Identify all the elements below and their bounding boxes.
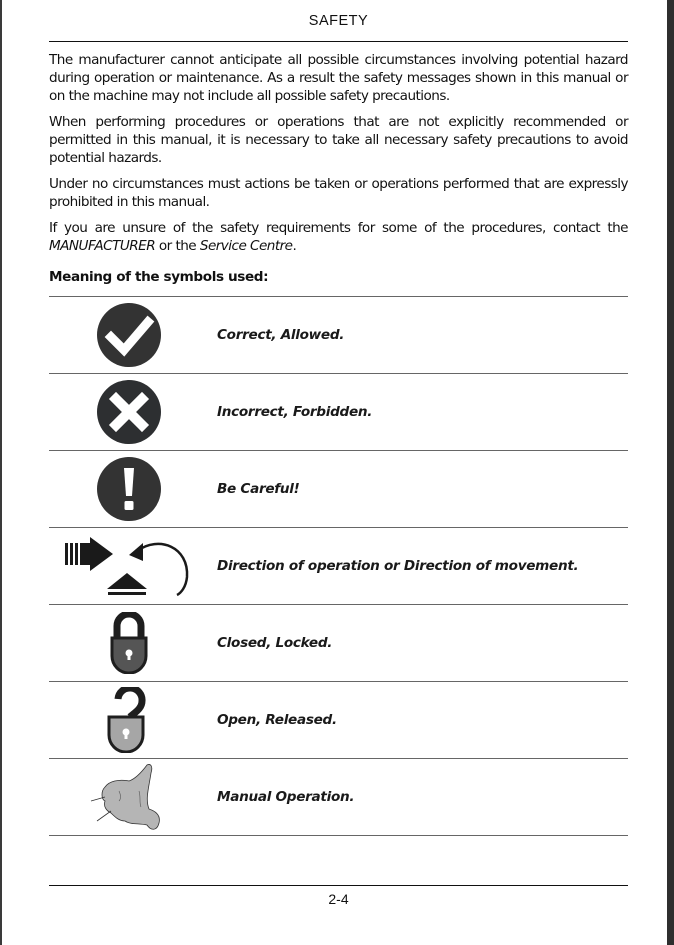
page-number: 2-4 — [328, 891, 349, 907]
symbol-label: Correct, Allowed. — [217, 327, 345, 343]
paragraph-4-after: . — [292, 238, 297, 254]
page-edge-border — [667, 0, 674, 945]
symbols-table — [49, 296, 628, 836]
symbol-row — [49, 681, 628, 758]
symbol-label: Incorrect, Forbidden. — [217, 404, 373, 420]
symbol-row — [49, 527, 628, 604]
symbol-row — [49, 758, 628, 836]
symbol-label: Closed, Locked. — [217, 635, 333, 651]
direction-arrows-icon — [49, 528, 209, 604]
symbols-heading: Meaning of the symbols used: — [49, 269, 269, 285]
service-centre-emphasis: Service Centre — [199, 238, 293, 254]
header-divider — [49, 41, 628, 42]
paragraph-4-middle: or the — [155, 238, 200, 254]
symbol-row — [49, 373, 628, 450]
footer-divider — [49, 885, 628, 886]
symbol-label: Manual Operation. — [217, 789, 355, 805]
symbol-row — [49, 450, 628, 527]
paragraph-3: Under no circumstances must actions be taken or operations performed that are expressly prohibited in this manual. — [49, 176, 628, 210]
padlock-closed-icon — [49, 605, 209, 681]
x-circle-icon — [49, 374, 209, 450]
paragraph-4-before: If you are unsure of the safety requirements for some of the procedures, contact the — [49, 220, 628, 236]
paragraph-1: The manufacturer cannot anticipate all possible circumstances involving potential hazard during operation or maintenance. As a result the safety messages shown in this manual or on the machine may not include all possible safety precautions. — [49, 52, 628, 104]
manufacturer-emphasis: MANUFACTURER — [49, 238, 156, 254]
paragraph-4 — [49, 219, 628, 255]
symbol-label: Be Careful! — [217, 481, 300, 497]
check-circle-icon — [49, 297, 209, 373]
symbol-label: Direction of operation or Direction of movement. — [217, 558, 579, 574]
safety-intro-text — [49, 51, 628, 263]
hand-icon — [49, 759, 209, 835]
symbol-row — [49, 604, 628, 681]
symbol-label: Open, Released. — [217, 712, 337, 728]
exclamation-circle-icon — [49, 451, 209, 527]
padlock-open-icon — [49, 682, 209, 758]
symbol-row — [49, 296, 628, 373]
paragraph-2: When performing procedures or operations that are not explicitly recommended or permitted in this manual, it is necessary to take all necessary safety precautions to avoid potential hazards. — [49, 114, 628, 166]
page-title: SAFETY — [308, 13, 369, 29]
